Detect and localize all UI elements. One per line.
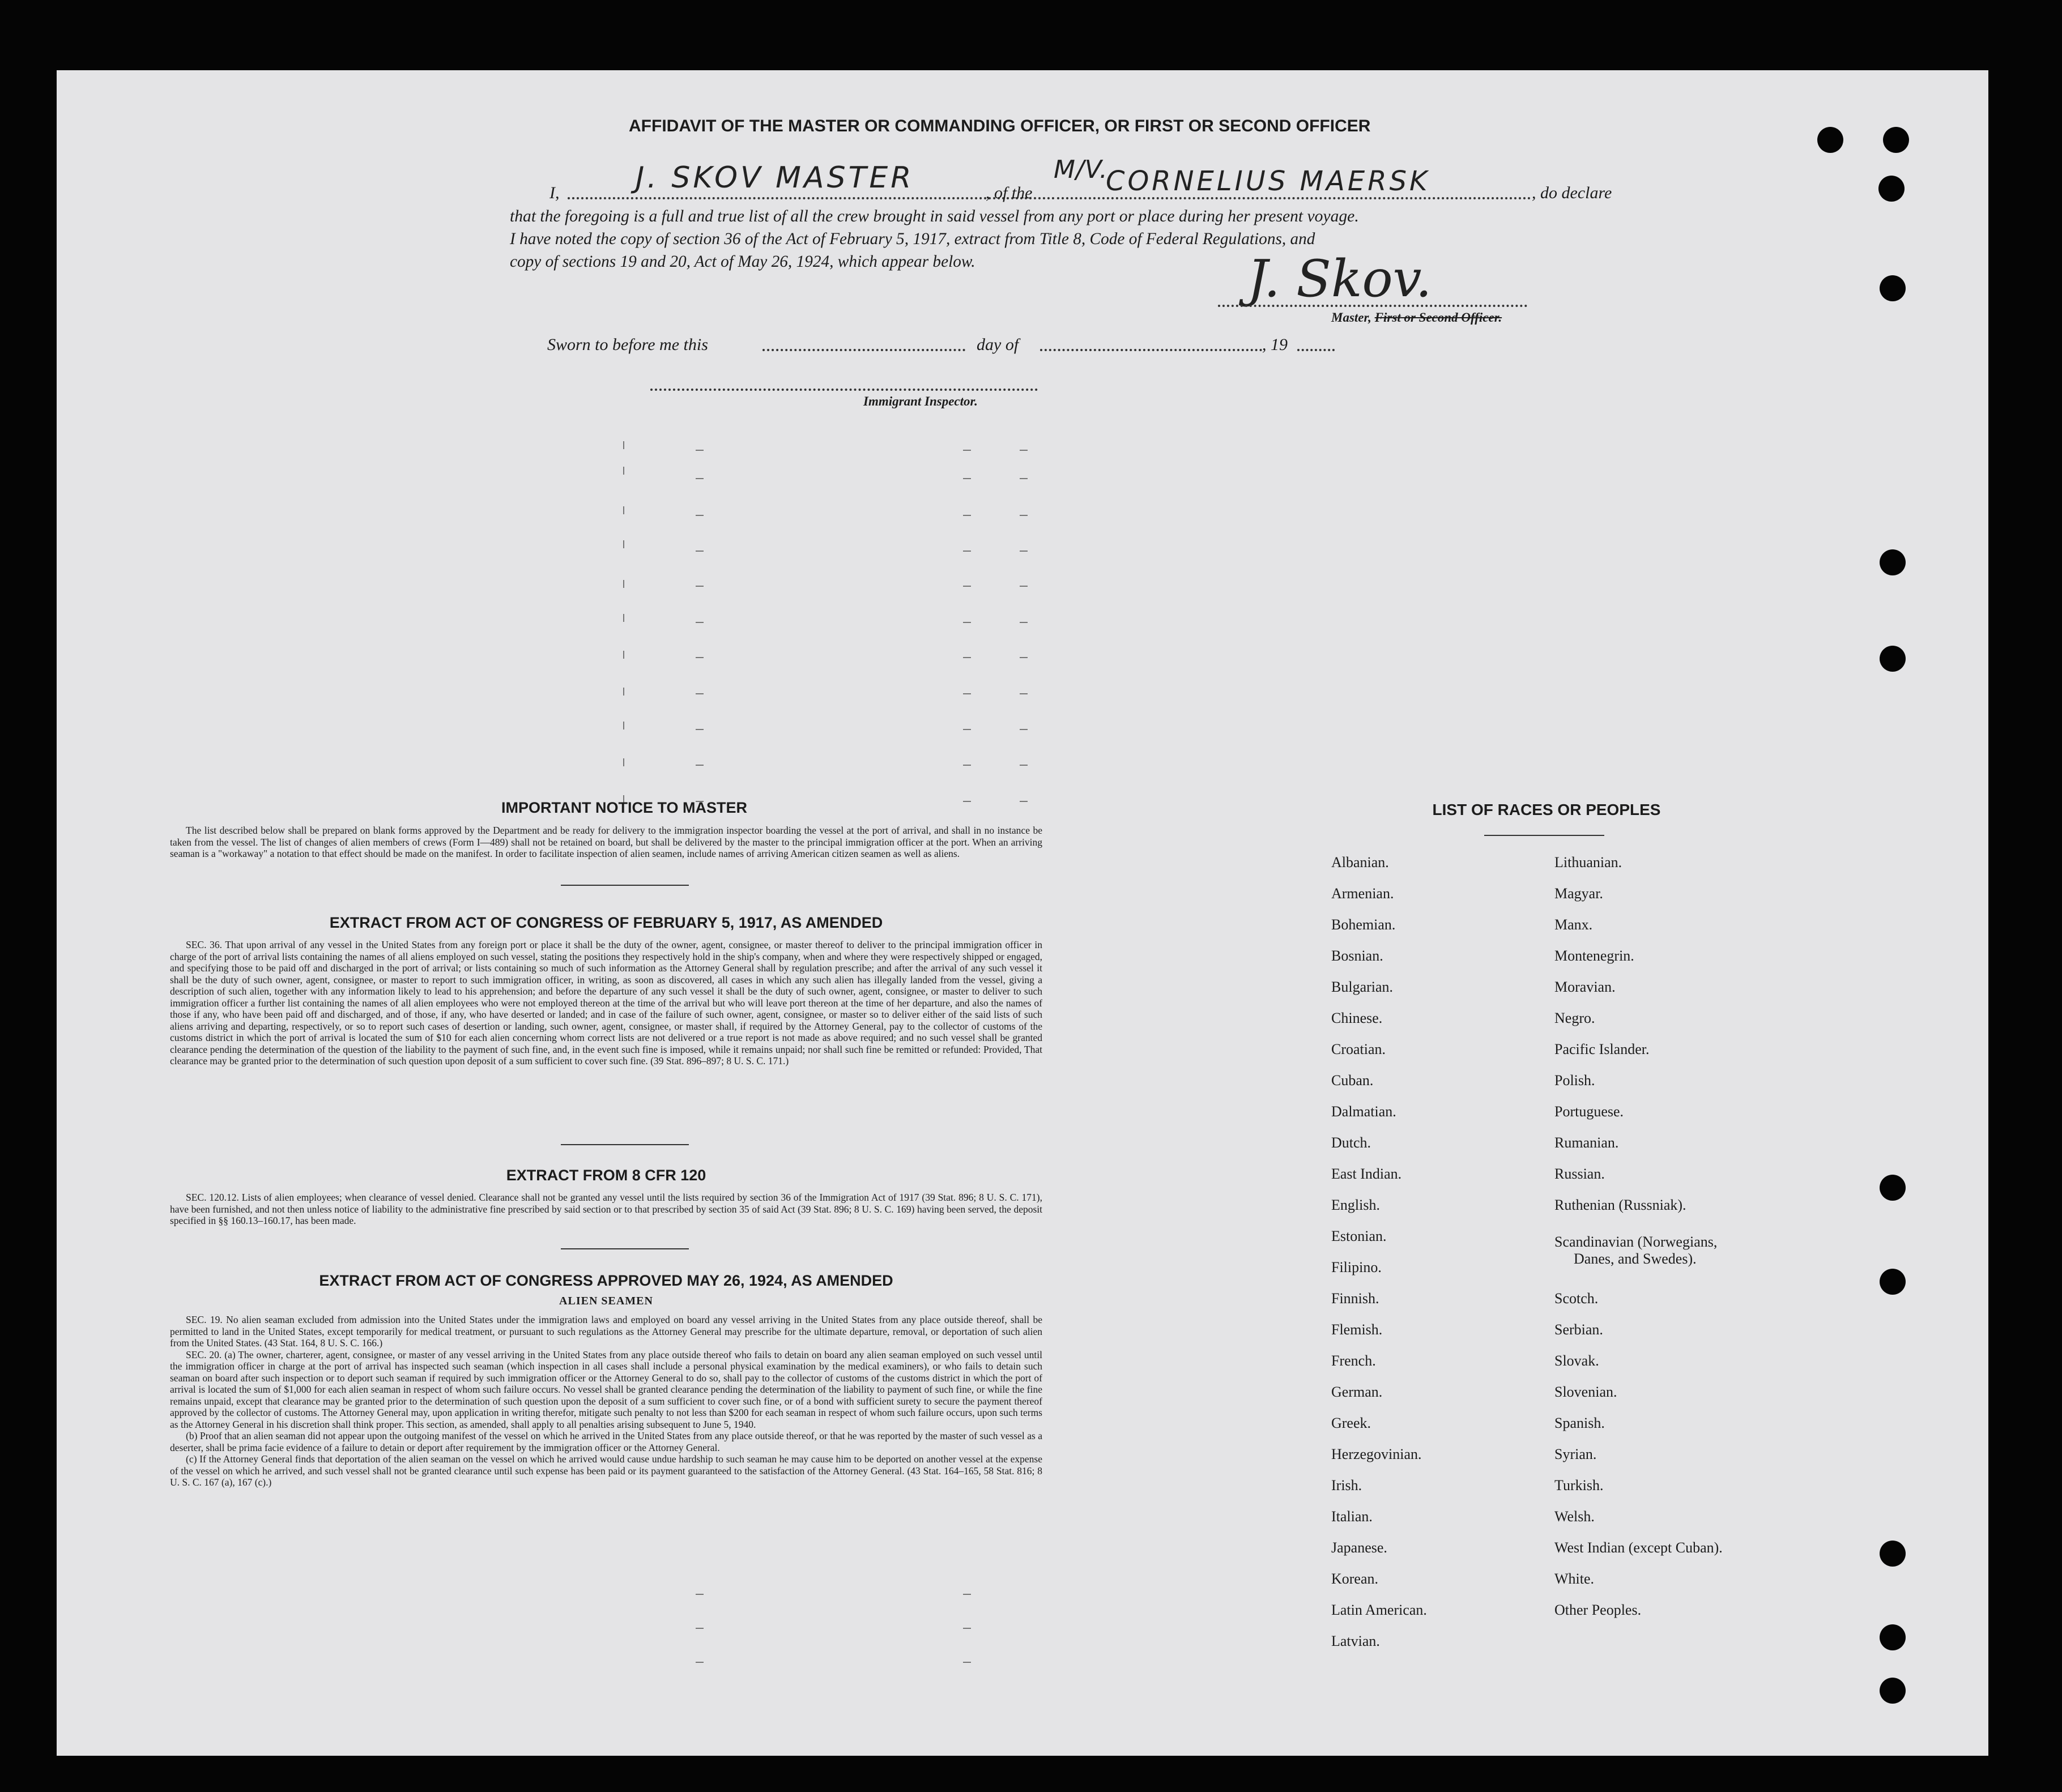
extract-1917-body: [170, 939, 1042, 1067]
race-item: Scandinavian (Norwegians,: [1554, 1234, 1718, 1250]
race-item: Montenegrin.: [1554, 948, 1634, 964]
extract-cfr-rule: [561, 1248, 689, 1249]
extract-cfr-paragraph: SEC. 120.12. Lists of alien employees; when clearance of vessel denied. Clearance shall not be granted any vessel until the lists required by section 36 of the Immigration Act of 1917 (39 Stat. 896; 8 U. S. C. 171), have been furnished, and not then unless notice of liability to the administrative fine prescribed by said section or to that prescribed by section 35 of said Act (39 Stat. 896; 8 U. S. C. 169) having been served, the deposit specified in §§ 160.13–160.17, has been made.: [170, 1192, 1042, 1226]
punch-hole: [1880, 1678, 1906, 1704]
faint-mark: [963, 657, 971, 658]
extract-cfr-body: [170, 1192, 1042, 1227]
race-item: Bulgarian.: [1331, 979, 1394, 995]
race-item: Negro.: [1554, 1010, 1595, 1026]
race-item: Latvian.: [1331, 1633, 1380, 1649]
race-item: Lithuanian.: [1554, 854, 1622, 871]
race-item: Slovak.: [1554, 1352, 1599, 1369]
extract-cfr-title: EXTRACT FROM 8 CFR 120: [506, 1167, 706, 1184]
race-item: Pacific Islander.: [1554, 1041, 1650, 1057]
punch-hole: [1880, 646, 1906, 672]
faint-mark: [696, 693, 704, 694]
vessel-prefix: M/V.: [1054, 155, 1108, 184]
faint-mark: [623, 467, 624, 475]
race-item: Armenian.: [1331, 885, 1394, 902]
extract-1917-paragraph: SEC. 36. That upon arrival of any vessel in the United States from any foreign port or place it shall be the duty of the owner, agent, consignee, or master thereof to deliver to the principal immigration officer in charge of the port of arrival lists containing the names of all aliens employed on such vessel, stating the positions they respectively hold in the ship's company, when and where they were respectively shipped or engaged, and specifying those to be paid off and discharged in the port of arrival; or lists containing so much of such information as the Attorney General shall by regulation prescribe; and after the arrival of any such vessel it shall be the duty of such owner, agent, consignee, or master to report to such immigration officer, in writing, as soon as discovered, all cases in which any such alien has illegally landed from the vessel, giving a description of such alien, together with any information likely to lead to his apprehension; and before the departure of any such vessel it shall be the duty of such owner, agent, consignee, or master to deliver to such immigration officer a further list containing the names of all alien employees who were not employed thereon at the time of the arrival but who will leave port thereon at the time of her departure, and also the names of those if any, who have been paid off and discharged, and of those, if any, who have deserted or landed; and in case of the failure of such owner, agent, consignee, or master so to deliver either of the said lists of such aliens arriving and departing, respectively, or so to report such cases of desertion or landing, such owner, agent, consignee, or master shall, if required by the Attorney General, pay to the collector of customs of the customs district in which the port of arrival is located the sum of $10 for each alien concerning whom correct lists are not delivered or a true report is not made as above required; and no such vessel shall be granted clearance pending the determination of the question of the liability to the payment of such fine, and, in the event such fine is imposed, while it remains unpaid; nor shall such fine be remitted or refunded: Provided, That clearance may be granted prior to the determination of such question upon deposit of a sum sufficient to cover such fine. (39 Stat. 896–897; 8 U. S. C. 171.): [170, 939, 1042, 1066]
notice-title: IMPORTANT NOTICE TO MASTER: [501, 799, 747, 816]
faint-mark: [696, 1594, 704, 1595]
faint-mark: [623, 722, 624, 729]
faint-mark: [696, 450, 704, 451]
master-name-line: [568, 197, 1055, 199]
faint-mark: [1020, 478, 1028, 479]
faint-mark: [696, 1628, 704, 1629]
race-item: Herzegovinian.: [1331, 1446, 1422, 1462]
punch-hole: [1880, 1269, 1906, 1295]
sworn-year-line: [1297, 349, 1335, 351]
faint-mark: [963, 693, 971, 694]
extract-1917-rule: [561, 1144, 689, 1145]
race-item: Other Peoples.: [1554, 1602, 1642, 1618]
vessel-name-line: [1057, 197, 1531, 199]
section-20c: (c) If the Attorney General finds that deportation of the alien seaman on the vessel on which he arrived would cause undue hardship to such seaman he may cause him to be deported on another vessel at the expense of the vessel on which he arrived, and such vessel shall not be granted clearance until such expense has been paid or its payment guaranteed to the satisfaction of the Attorney General. (43 Stat. 164–165, 58 Stat. 816; 8 U. S. C. 167 (a), 167 (c).): [170, 1453, 1042, 1488]
faint-mark: [696, 551, 704, 552]
race-item: White.: [1554, 1571, 1595, 1587]
faint-mark: [1020, 657, 1028, 658]
race-item: English.: [1331, 1197, 1380, 1213]
faint-mark: [623, 758, 624, 766]
race-item: Finnish.: [1331, 1290, 1379, 1307]
faint-mark: [1020, 765, 1028, 766]
faint-mark: [623, 688, 624, 696]
faint-mark: [1020, 729, 1028, 730]
race-item: Estonian.: [1331, 1228, 1387, 1244]
race-item: Rumanian.: [1554, 1134, 1619, 1151]
year-label: , 19: [1262, 335, 1288, 354]
faint-mark: [623, 580, 624, 588]
race-item: Portuguese.: [1554, 1103, 1624, 1120]
race-item: Magyar.: [1554, 885, 1603, 902]
faint-mark: [696, 478, 704, 479]
punch-hole: [1878, 176, 1905, 202]
punch-hole: [1880, 1175, 1906, 1201]
punch-hole: [1880, 1624, 1906, 1650]
affidavit-line-3: I have noted the copy of section 36 of the Act of February 5, 1917, extract from Title 8, Code of Federal Regulations, and: [510, 230, 1315, 248]
of-the-label: , of the: [986, 184, 1033, 202]
race-item: Chinese.: [1331, 1010, 1383, 1026]
race-item: Russian.: [1554, 1166, 1605, 1182]
faint-mark: [696, 729, 704, 730]
race-item: Welsh.: [1554, 1508, 1595, 1525]
faint-mark: [1020, 693, 1028, 694]
section-20b: (b) Proof that an alien seaman did not appear upon the outgoing manifest of the vessel on which he arrived in the United States from any place outside thereof, or that he was reported by the master of such vessel as a deserter, shall be prima facie evidence of a failure to detain or deport after requirement by the immigration officer or the Attorney General.: [170, 1430, 1042, 1453]
inspector-label: Immigrant Inspector.: [863, 394, 978, 408]
inspector-signature-line: [650, 389, 1038, 391]
race-item: German.: [1331, 1384, 1383, 1400]
race-item: Irish.: [1331, 1477, 1362, 1494]
races-rule: [1484, 835, 1604, 836]
affidavit-i-label: I,: [549, 184, 560, 202]
affidavit-title: AFFIDAVIT OF THE MASTER OR COMMANDING OFFICER, OR FIRST OR SECOND OFFICER: [629, 117, 1371, 135]
punch-hole: [1880, 1541, 1906, 1567]
race-item: Bohemian.: [1331, 916, 1396, 933]
faint-mark: [696, 515, 704, 516]
faint-mark: [1020, 551, 1028, 552]
signature-caption-prefix: Master,: [1331, 310, 1371, 325]
extract-1924-title: EXTRACT FROM ACT OF CONGRESS APPROVED MAY 26, 1924, AS AMENDED: [319, 1272, 893, 1289]
faint-mark: [696, 622, 704, 623]
faint-mark: [963, 765, 971, 766]
race-item: Dutch.: [1331, 1134, 1371, 1151]
sworn-month-line: [1040, 349, 1262, 351]
race-item: Syrian.: [1554, 1446, 1597, 1462]
races-title: LIST OF RACES OR PEOPLES: [1432, 801, 1661, 818]
faint-mark: [696, 765, 704, 766]
faint-mark: [963, 551, 971, 552]
extract-1924-body: [170, 1314, 1042, 1488]
race-item: Filipino.: [1331, 1259, 1382, 1275]
punch-hole: [1883, 127, 1909, 153]
faint-mark: [696, 586, 704, 587]
notice-paragraph: The list described below shall be prepared on blank forms approved by the Department and be ready for delivery to the immigration inspector boarding the vessel at the port of arrival, and shall in no instance be taken from the vessel. The list of changes of alien members of crews (Form I—489) shall not be retained on board, but shall be delivered by the master to the principal immigration officer at the port. When an arriving seaman is a "workaway" a notation to that effect should be made on the manifest. In order to facilitate inspection of alien seamen, include names of arriving American citizen seamen as well as aliens.: [170, 825, 1042, 859]
faint-mark: [963, 478, 971, 479]
race-item: Albanian.: [1331, 854, 1389, 871]
faint-mark: [963, 515, 971, 516]
faint-mark: [963, 1628, 971, 1629]
faint-mark: [963, 1594, 971, 1595]
faint-mark: [1020, 586, 1028, 587]
race-item: Latin American.: [1331, 1602, 1427, 1618]
race-item: Cuban.: [1331, 1072, 1374, 1089]
affidavit-line-2: that the foregoing is a full and true list of all the crew brought in said vessel from any port or place during her present voyage.: [510, 207, 1359, 225]
faint-mark: [1020, 515, 1028, 516]
extract-1924-subtitle: ALIEN SEAMEN: [559, 1295, 653, 1307]
day-of-label: day of: [977, 335, 1019, 354]
affidavit-line-4: copy of sections 19 and 20, Act of May 26, 1924, which appear below.: [510, 253, 975, 271]
race-item: Ruthenian (Russniak).: [1554, 1197, 1686, 1213]
section-19: SEC. 19. No alien seaman excluded from admission into the United States under the immigration laws and employed on board any vessel arriving in the United States from any place outside thereof, shall be permitted to land in the United States, except temporarily for medical treatment, or pursuant to such regulations as the Attorney General may prescribe for the ultimate departure, removal, or deportation of such alien from the United States. (43 Stat. 164, 8 U. S. C. 166.): [170, 1314, 1042, 1349]
race-item: Spanish.: [1554, 1415, 1605, 1431]
race-item: Dalmatian.: [1331, 1103, 1396, 1120]
race-item: Slovenian.: [1554, 1384, 1617, 1400]
race-item: Greek.: [1331, 1415, 1371, 1431]
signature-caption-struck: First or Second Officer.: [1374, 310, 1502, 325]
faint-mark: [963, 586, 971, 587]
declare-label: , do declare: [1532, 184, 1612, 202]
faint-mark: [623, 651, 624, 659]
faint-mark: [623, 441, 624, 449]
race-item: Manx.: [1554, 916, 1593, 933]
race-item: Danes, and Swedes).: [1574, 1251, 1697, 1267]
race-item: Bosnian.: [1331, 948, 1383, 964]
vessel-name: CORNELIUS MAERSK: [1106, 165, 1430, 197]
race-item: Serbian.: [1554, 1321, 1603, 1338]
race-item: Italian.: [1331, 1508, 1373, 1525]
extract-1917-title: EXTRACT FROM ACT OF CONGRESS OF FEBRUARY 5, 1917, AS AMENDED: [329, 914, 883, 931]
punch-hole: [1817, 127, 1843, 153]
signature-caption: [1331, 310, 1502, 325]
race-item: Moravian.: [1554, 979, 1616, 995]
signature-line: [1218, 305, 1527, 307]
race-item: Croatian.: [1331, 1041, 1386, 1057]
punch-hole: [1880, 549, 1906, 575]
faint-mark: [963, 450, 971, 451]
race-item: West Indian (except Cuban).: [1554, 1539, 1723, 1556]
race-item: Flemish.: [1331, 1321, 1383, 1338]
faint-mark: [696, 1662, 704, 1663]
faint-mark: [623, 540, 624, 548]
faint-mark: [963, 801, 971, 802]
race-item: French.: [1331, 1352, 1376, 1369]
race-item: East Indian.: [1331, 1166, 1402, 1182]
faint-mark: [623, 614, 624, 622]
master-name: J. SKOV MASTER: [636, 161, 914, 195]
section-20a: SEC. 20. (a) The owner, charterer, agent, consignee, or master of any vessel arriving in the United States from any place outside thereof who fails to detain on board any alien seaman employed on such vessel until the immigration officer in charge at the port of arrival has inspected such seaman (which inspection in all cases shall include a personal physical examination by the medical examiners), or who fails to detain such seaman on board after such inspection or to deport such seaman if required by such immigration officer or the Attorney General to do so, shall pay to the collector of customs of the customs district in which the port of arrival is located the sum of $1,000 for each alien seaman in respect of whom such failure occurs. No vessel shall be granted clearance pending the determination of the liability to payment of such fine, or while the fine remains unpaid, except that clearance may be granted prior to the determination of such question upon the deposit of a sum sufficient to cover such fine, or of a bond with sufficient surety to secure the payment thereof approved by the collector of customs. The Attorney General may, upon application in writing therefor, mitigate such penalty to not less than $200 for each seaman in respect of whom such failure occurs, upon such terms as the Attorney General in his discretion shall think proper. This section, as amended, shall apply to all penalties arising subsequent to June 5, 1940.: [170, 1349, 1042, 1430]
faint-mark: [623, 506, 624, 514]
notice-body: [170, 825, 1042, 860]
faint-mark: [963, 622, 971, 623]
sworn-label: Sworn to before me this: [547, 335, 708, 354]
race-item: Korean.: [1331, 1571, 1379, 1587]
faint-mark: [1020, 450, 1028, 451]
faint-mark: [1020, 801, 1028, 802]
notice-rule: [561, 885, 689, 886]
race-item: Scotch.: [1554, 1290, 1599, 1307]
faint-mark: [696, 657, 704, 658]
master-signature: J. Skov.: [1247, 249, 1432, 309]
faint-mark: [963, 1662, 971, 1663]
punch-hole: [1880, 275, 1906, 301]
race-item: Turkish.: [1554, 1477, 1604, 1494]
faint-mark: [1020, 622, 1028, 623]
race-item: Japanese.: [1331, 1539, 1387, 1556]
faint-mark: [963, 729, 971, 730]
race-item: Polish.: [1554, 1072, 1595, 1089]
document-page: [57, 70, 1988, 1756]
sworn-day-line: [762, 349, 965, 351]
